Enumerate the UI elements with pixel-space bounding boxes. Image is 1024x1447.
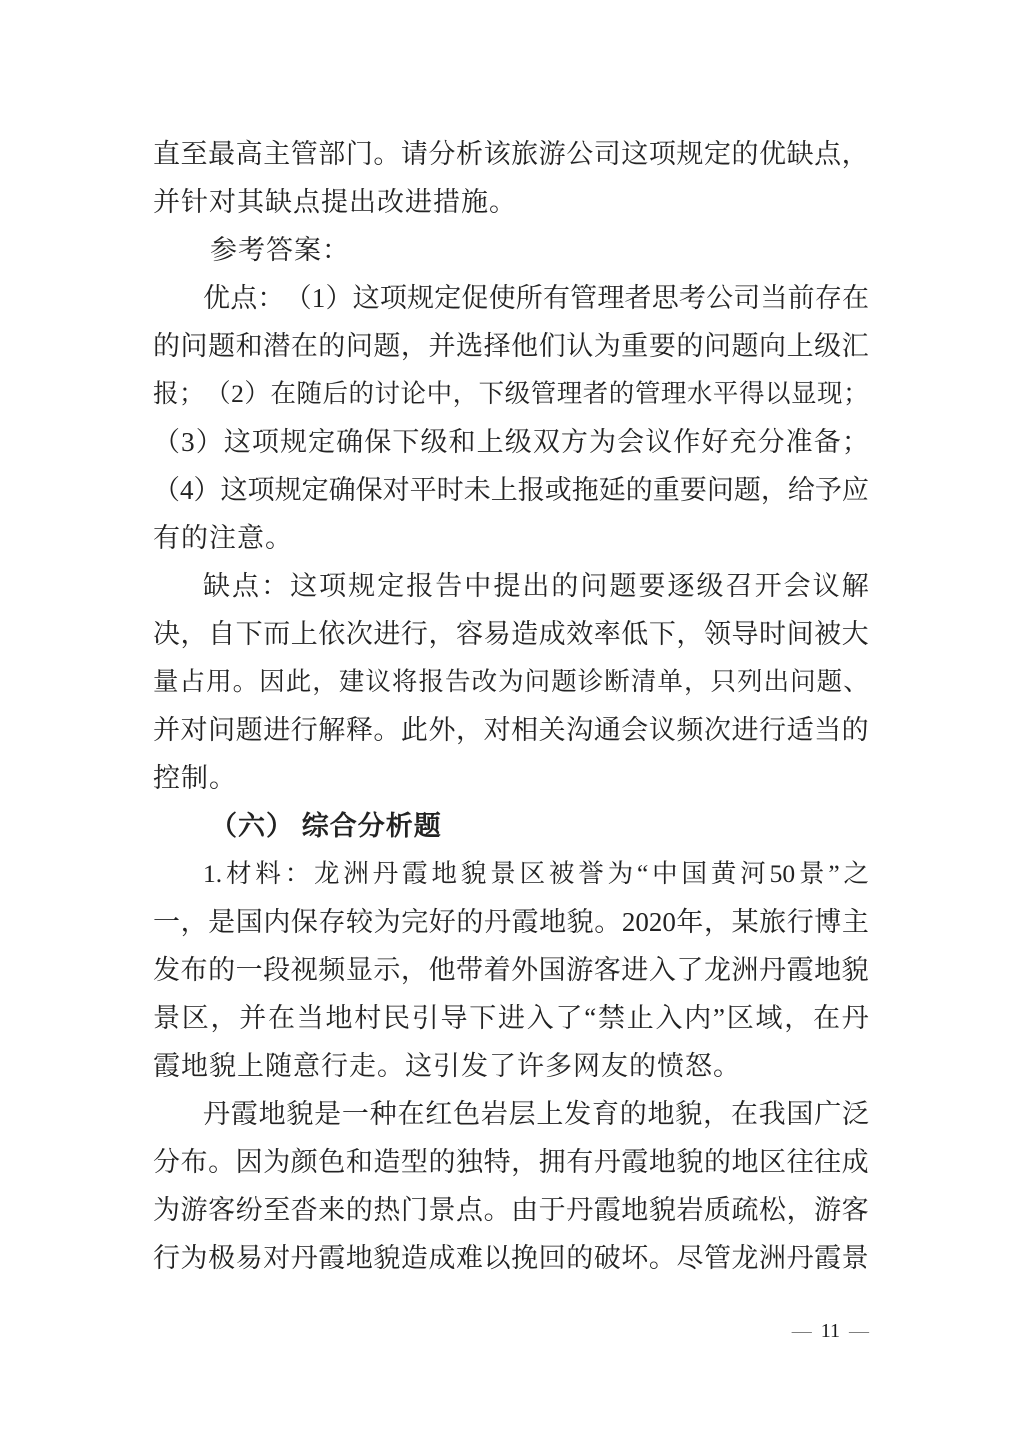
text-line: 景 区 ， 并 在 当 地 村 民 引 导 下 进 入 了 “ 禁 止 入 内 ” 区 域 ， 在 丹 [153, 1003, 869, 1033]
text-line: 为 游 客 纷 至 沓 来 的 热 门 景 点 。 由 于 丹 霞 地 貌 岩 质 疏 松 ， 游 客 [153, 1195, 869, 1225]
section-heading [153, 802, 869, 850]
text-line: 有的注意。 [153, 523, 293, 553]
text-line: 缺 点 ： 这 项 规 定 报 告 中 提 出 的 问 题 要 逐 级 召 开 会 议 解 [203, 571, 869, 601]
text-line: 控制。 [153, 763, 237, 793]
text-line: 行 为 极 易 对 丹 霞 地 貌 造 成 难 以 挽 回 的 破 坏 。 尽 管 龙 洲 丹 霞 景 [153, 1243, 869, 1273]
text-line: 发 布 的 一 段 视 频 显 示 ， 他 带 着 外 国 游 客 进 入 了 龙 洲 丹 霞 地 貌 [153, 955, 869, 985]
text-line: 并针对其缺点提出改进措施。 [153, 187, 517, 217]
text-line: 决 ， 自 下 而 上 依 次 进 行 ， 容 易 造 成 效 率 低 下 ， 领 导 时 间 被 大 [153, 619, 869, 649]
text-line: 报 ； （ 2 ） 在 随 后 的 讨 论 中 ， 下 级 管 理 者 的 管 理 水 平 得 以 显 现 ； [153, 379, 869, 408]
text-line: 参考答案： [210, 235, 350, 265]
text-line: 1. 材 料 ： 龙 洲 丹 霞 地 貌 景 区 被 誉 为 “ 中 国 黄 河 50 景 ” 之 [203, 859, 869, 888]
paragraph [153, 130, 869, 226]
footer-dash-right: — [849, 1320, 869, 1342]
section-heading-line: （六） 综合分析题 [210, 811, 442, 841]
text-line: 量 占 用 。 因 此 ， 建 议 将 报 告 改 为 问 题 诊 断 清 单 ， 只 列 出 问 题 、 [153, 667, 869, 696]
text-line: 直 至 最 高 主 管 部 门 。 请 分 析 该 旅 游 公 司 这 项 规 定 的 优 缺 点 ， [153, 139, 869, 169]
text-line: 丹 霞 地 貌 是 一 种 在 红 色 岩 层 上 发 育 的 地 貌 ， 在 我 国 广 泛 [203, 1099, 869, 1129]
text-line: （ 4 ） 这 项 规 定 确 保 对 平 时 未 上 报 或 拖 延 的 重 要 问 题 ， 给 予 应 [153, 475, 869, 505]
text-line: 霞地貌上随意行走。这引发了许多网友的愤怒。 [153, 1051, 741, 1081]
text-line: 分 布 。 因 为 颜 色 和 造 型 的 独 特 ， 拥 有 丹 霞 地 貌 的 地 区 往 往 成 [153, 1147, 869, 1177]
text-line: （ 3 ） 这 项 规 定 确 保 下 级 和 上 级 双 方 为 会 议 作 好 充 分 准 备 ； [153, 427, 869, 457]
text-block [153, 130, 869, 1282]
page-footer [153, 1317, 869, 1345]
text-line: 并 对 问 题 进 行 解 释 。 此 外 ， 对 相 关 沟 通 会 议 频 次 进 行 适 当 的 [153, 715, 869, 745]
paragraph [153, 1090, 869, 1282]
text-line: 的 问 题 和 潜 在 的 问 题 ， 并 选 择 他 们 认 为 重 要 的 问 题 向 上 级 汇 [153, 331, 869, 361]
paragraph [153, 850, 869, 1090]
text-line: 优 点 ： （ 1 ） 这 项 规 定 促 使 所 有 管 理 者 思 考 公 司 当 前 存 在 [203, 283, 869, 313]
footer-dash-left: — [791, 1320, 812, 1342]
paragraph [153, 226, 869, 274]
text-line: 一 ， 是 国 内 保 存 较 为 完 好 的 丹 霞 地 貌 。 2020 年 ， 某 旅 行 博 主 [153, 907, 869, 937]
paragraph [153, 274, 869, 562]
paragraph [153, 562, 869, 802]
page-number: 11 [820, 1320, 840, 1342]
